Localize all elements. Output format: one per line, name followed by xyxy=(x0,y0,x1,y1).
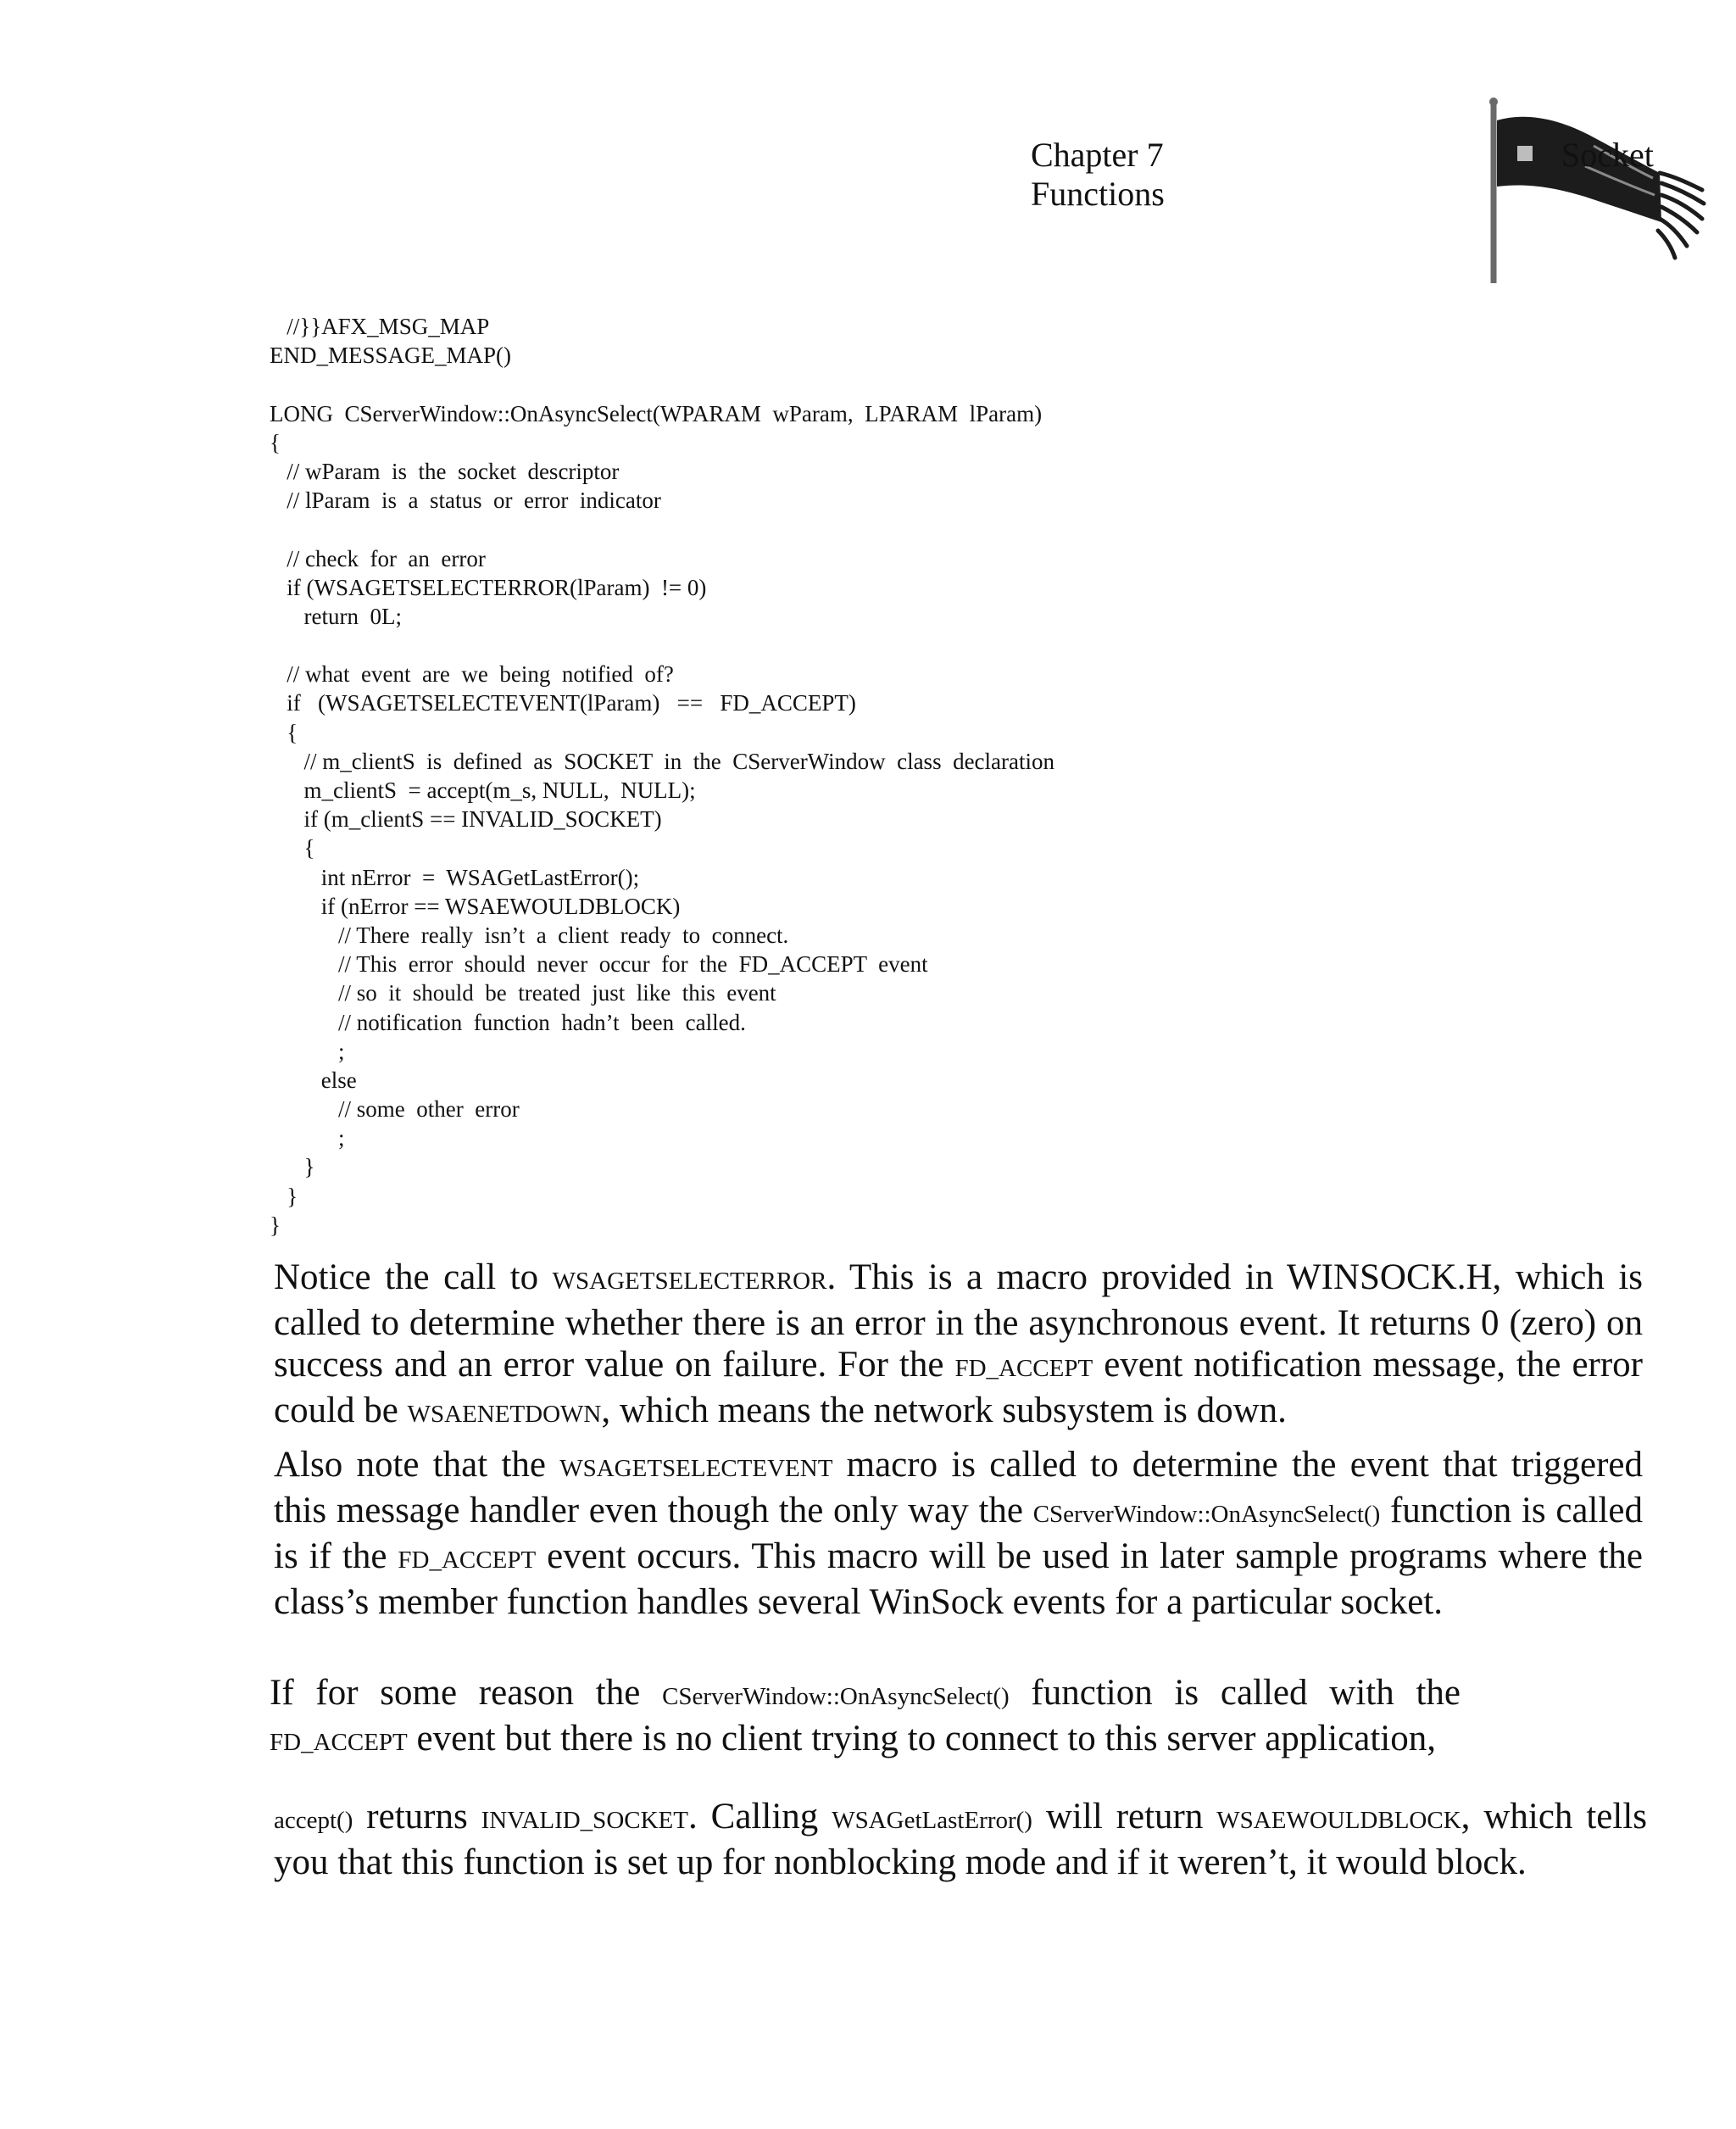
chapter-number: Chapter 7 xyxy=(1031,136,1164,174)
text-segment: . This is a macro provided in WINSOCK.H, which is called to determine whether there is an error in the asynchronous event. It returns 0 (zero) on success and an error value on failure. For the xyxy=(274,1257,1643,1385)
code-line: if (nError == WSAEWOULDBLOCK) xyxy=(270,893,681,919)
square-bullet-icon xyxy=(1517,146,1533,161)
code-term: WSAEWOULDBLOCK xyxy=(1216,1807,1461,1834)
code-line: if (WSAGETSELECTEVENT(lParam) == FD_ACCEPT) xyxy=(270,690,856,716)
code-line: // wParam is the socket descriptor xyxy=(270,458,620,484)
code-line: return 0L; xyxy=(270,603,402,629)
code-line: // There really isn’t a client ready to connect. xyxy=(270,922,789,948)
code-line: } xyxy=(270,1212,281,1238)
code-term: INVALID_SOCKET xyxy=(481,1807,688,1834)
text-segment: Also note that the xyxy=(274,1445,560,1485)
code-line: } xyxy=(270,1154,315,1180)
paragraph-2 xyxy=(274,1444,1643,1623)
code-line: { xyxy=(270,429,281,455)
code-line: if (m_clientS == INVALID_SOCKET) xyxy=(270,806,662,833)
code-listing xyxy=(270,312,1054,1240)
text-segment: . Calling xyxy=(687,1797,832,1836)
code-line: int nError = WSAGetLastError(); xyxy=(270,864,640,890)
code-line: // notification function hadn’t been called. xyxy=(270,1009,746,1035)
code-term: accept() xyxy=(274,1807,353,1834)
code-term: FD_ACCEPT xyxy=(270,1729,408,1756)
text-segment: If for some reason the xyxy=(270,1673,663,1713)
text-segment: Notice the call to xyxy=(274,1257,553,1297)
text-segment: , which means the network subsystem is down. xyxy=(601,1391,1287,1430)
code-line: } xyxy=(270,1183,298,1209)
text-segment: will return xyxy=(1032,1797,1217,1836)
text-segment: event notification message, the error could be xyxy=(274,1345,1643,1430)
code-line: m_clientS = accept(m_s, NULL, NULL); xyxy=(270,777,696,803)
code-line: LONG CServerWindow::OnAsyncSelect(WPARAM wParam, LPARAM lParam) xyxy=(270,400,1043,426)
text-segment: event but there is no client trying to connect to this server application, xyxy=(407,1719,1436,1758)
section-header xyxy=(1517,136,1654,175)
code-term: WSAENETDOWN xyxy=(407,1401,602,1428)
paragraph-3 xyxy=(270,1672,1461,1764)
paragraph-4 xyxy=(274,1796,1647,1883)
code-line: // This error should never occur for the FD_ACCEPT event xyxy=(270,951,928,978)
code-line: // m_clientS is defined as SOCKET in the CServerWindow class declaration xyxy=(270,748,1055,774)
code-line: { xyxy=(270,719,298,745)
code-term: WSAGETSELECTERROR xyxy=(552,1268,827,1295)
code-line: //}}AFX_MSG_MAP xyxy=(270,314,490,339)
code-line: ; xyxy=(270,1038,345,1064)
code-term: FD_ACCEPT xyxy=(954,1355,1093,1382)
text-segment: function is called with the xyxy=(1009,1673,1461,1713)
code-line xyxy=(270,631,1054,660)
code-line xyxy=(270,515,1054,543)
flag-logo-icon xyxy=(1458,95,1712,288)
section-title: Socket xyxy=(1561,136,1654,174)
running-header xyxy=(1031,136,1165,214)
code-term: WSAGETSELECTEVENT xyxy=(559,1455,833,1482)
text-segment: event occurs. This macro will be used in later sample programs where the class’s member function handles several WinSock events for a particular socket. xyxy=(274,1536,1644,1622)
code-line: // what event are we being notified of? xyxy=(270,661,674,688)
chapter-title: Functions xyxy=(1031,175,1165,213)
code-line xyxy=(270,370,1054,398)
text-segment: function is called is if the xyxy=(274,1491,1643,1576)
code-line: // lParam is a status or error indicator xyxy=(270,488,661,514)
code-line: { xyxy=(270,835,315,861)
code-line: // some other error xyxy=(270,1096,520,1123)
code-term: WSAGetLastError() xyxy=(832,1807,1032,1834)
code-line: // so it should be treated just like this event xyxy=(270,980,776,1006)
text-segment: , which tells you that this function is set up for nonblocking mode and if it weren’t, it would block. xyxy=(274,1797,1648,1882)
code-line: // check for an error xyxy=(270,545,486,571)
text-segment: macro is called to determine the event that triggered this message handler even though the only way the xyxy=(274,1445,1643,1530)
code-line: if (WSAGETSELECTERROR(lParam) != 0) xyxy=(270,574,707,600)
code-line: END_MESSAGE_MAP() xyxy=(270,343,512,369)
code-term: CServerWindow::OnAsyncSelect() xyxy=(1032,1501,1381,1528)
code-term: FD_ACCEPT xyxy=(398,1547,537,1574)
text-segment: returns xyxy=(353,1797,481,1836)
code-term: CServerWindow::OnAsyncSelect() xyxy=(662,1683,1010,1710)
code-line: else xyxy=(270,1067,357,1093)
code-line: ; xyxy=(270,1125,345,1151)
paragraph-1 xyxy=(274,1257,1643,1435)
